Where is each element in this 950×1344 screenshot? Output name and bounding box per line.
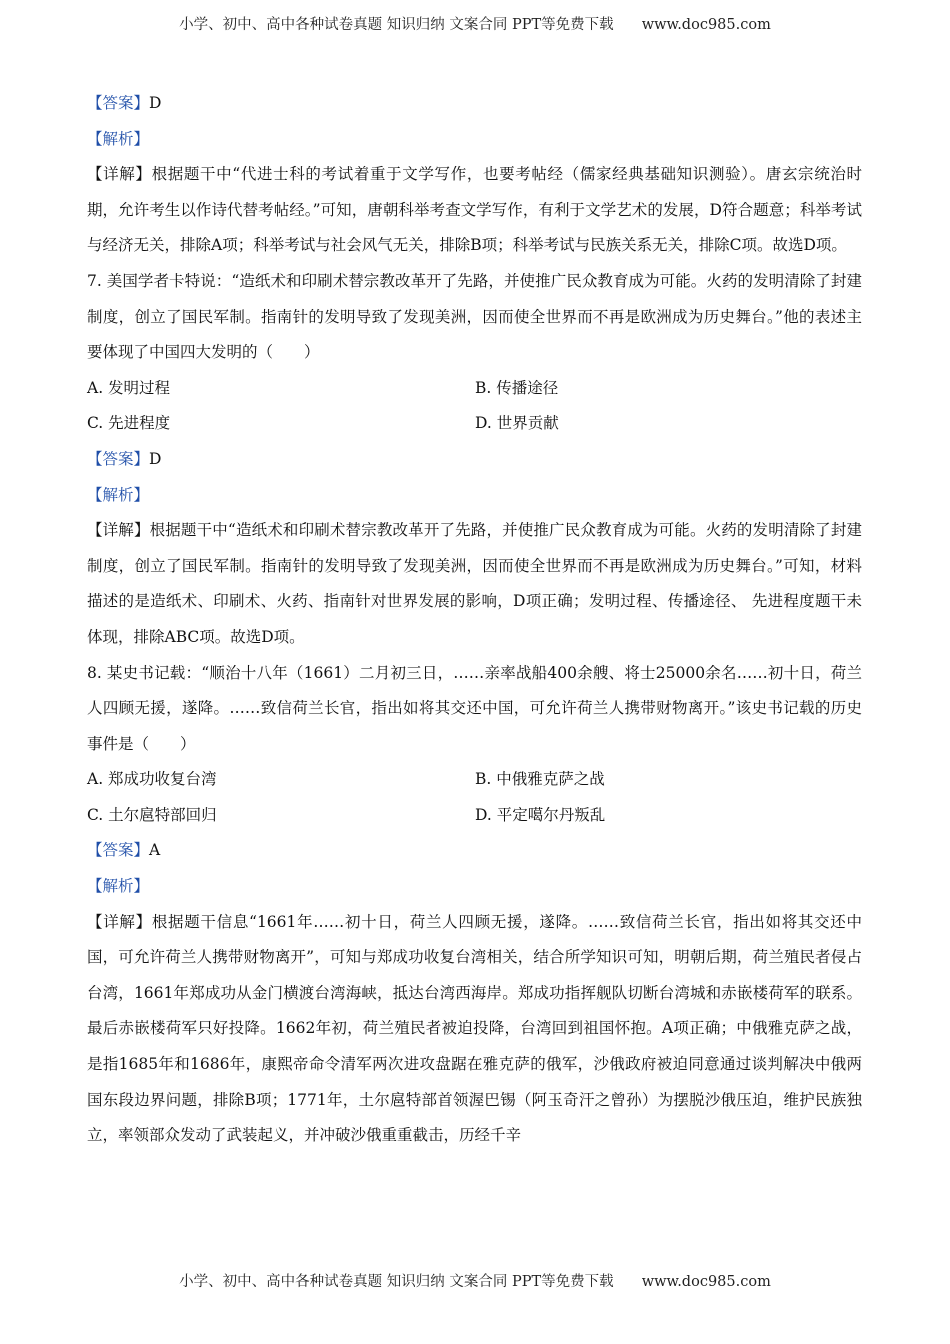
- footer-url: www.doc985.com: [641, 1274, 771, 1290]
- answer-value: A: [149, 841, 161, 860]
- detail-text: 根据题干信息“1661年……初十日，荷兰人四顾无援，遂降。……致信荷兰长官，指出如将其交还中国，可允许荷兰人携带财物离开”，可知与郑成功收复台湾相关，结合所学知识可知，明朝后期，荷兰殖民者侵占台湾，1661年郑成功从金门横渡台湾海峡，抵达台湾西海岸。郑成功指挥舰队切断台湾城和赤嵌楼荷军的联系。最后赤嵌楼荷军只好投降。1662年初，荷兰殖民者被迫投降，台湾回到祖国怀抱。A项正确；中俄雅克萨之战，是指1685年和1686年，康熙帝命令清军两次进攻盘踞在雅克萨的俄军，沙俄政府被迫同意通过谈判解决中俄两国东段边界问题，排除B项；1771年，土尔扈特部首领渥巴锡（阿玉奇汗之曾孙）为摆脱沙俄压迫，维护民族独立，率领部众发动了武装起义，并冲破沙俄重重截击，历经千辛: [87, 912, 862, 1145]
- q7-options-row-1: [87, 371, 862, 407]
- q7-option-d: D. 世界贡献: [475, 414, 559, 433]
- page-footer: [0, 1270, 950, 1291]
- q6-answer: [87, 86, 862, 122]
- analysis-label: 【解析】: [87, 485, 150, 504]
- q8-option-b: B. 中俄雅克萨之战: [475, 770, 605, 789]
- answer-label: 【答案】: [87, 841, 150, 860]
- q7-answer: [87, 442, 862, 478]
- analysis-label: 【解析】: [87, 129, 150, 148]
- q8-analysis: [87, 869, 862, 905]
- detail-label: 【详解】: [87, 912, 152, 931]
- q7-option-a: A. 发明过程: [87, 378, 171, 397]
- q7-option-c: C. 先进程度: [87, 414, 171, 433]
- answer-label: 【答案】: [87, 94, 150, 112]
- footer-text: 小学、初中、高中各种试卷真题 知识归纳 文案合同 PPT等免费下载: [179, 1274, 614, 1290]
- q7-analysis: [87, 478, 862, 514]
- q8-answer: [87, 833, 862, 869]
- q7-detail: [87, 513, 862, 655]
- detail-label: 【详解】: [87, 521, 150, 540]
- q8-stem: 8. 某史书记载：“顺治十八年（1661）二月初三日，……亲率战船400余艘、将士25000余名……初十日，荷兰人四顾无援，遂降。……致信荷兰长官，指出如将其交还中国，可允许荷兰人携带财物离开。”该史书记载的历史事件是（ ）: [87, 663, 862, 753]
- q7-option-b: B. 传播途径: [475, 378, 559, 397]
- q8-option-a: A. 郑成功收复台湾: [87, 770, 217, 789]
- q6-analysis: [87, 122, 862, 158]
- analysis-label: 【解析】: [87, 877, 150, 896]
- answer-label: 【答案】: [87, 449, 150, 468]
- answer-value: D: [149, 449, 162, 468]
- q8-option-c: C. 土尔扈特部回归: [87, 805, 217, 824]
- detail-text: 根据题干中“代进士科的考试着重于文学写作，也要考帖经（儒家经典基础知识测验）。唐玄宗统治时期，允许考生以作诗代替考帖经。”可知，唐朝科举考查文学写作，有利于文学艺术的发展，D符合题意；科举考试与经济无关，排除A项；科举考试与社会风气无关，排除B项；科举考试与民族关系无关，排除C项。故选D项。: [87, 165, 862, 255]
- header-text: 小学、初中、高中各种试卷真题 知识归纳 文案合同 PPT等免费下载: [179, 17, 614, 33]
- detail-label: 【详解】: [87, 165, 152, 184]
- q7-options-row-2: [87, 406, 862, 442]
- q7-stem: 7. 美国学者卡特说：“造纸术和印刷术替宗教改革开了先路，并使推广民众教育成为可能。火药的发明清除了封建制度，创立了国民军制。指南针的发明导致了发现美洲，因而使全世界而不再是欧洲成为历史舞台。”他的表述主要体现了中国四大发明的（ ）: [87, 271, 862, 362]
- header-url: www.doc985.com: [641, 17, 771, 33]
- page-header: [0, 13, 950, 34]
- q8-option-d: D. 平定噶尔丹叛乱: [475, 805, 606, 824]
- q8-detail: [87, 905, 862, 1154]
- q8-options-row-1: [87, 762, 862, 798]
- document-body: [87, 86, 862, 1154]
- q6-detail: [87, 157, 862, 264]
- answer-value: D: [149, 94, 162, 112]
- q8-options-row-2: [87, 798, 862, 834]
- detail-text: 根据题干中“造纸术和印刷术替宗教改革开了先路，并使推广民众教育成为可能。火药的发明清除了封建制度，创立了国民军制。指南针的发明导致了发现美洲，因而使全世界而不再是欧洲成为历史舞台。”可知，材料描述的是造纸术、印刷术、火药、指南针对世界发展的影响，D项正确；发明过程、传播途径、 先进程度题干未体现，排除ABC项。故选D项。: [87, 521, 862, 646]
